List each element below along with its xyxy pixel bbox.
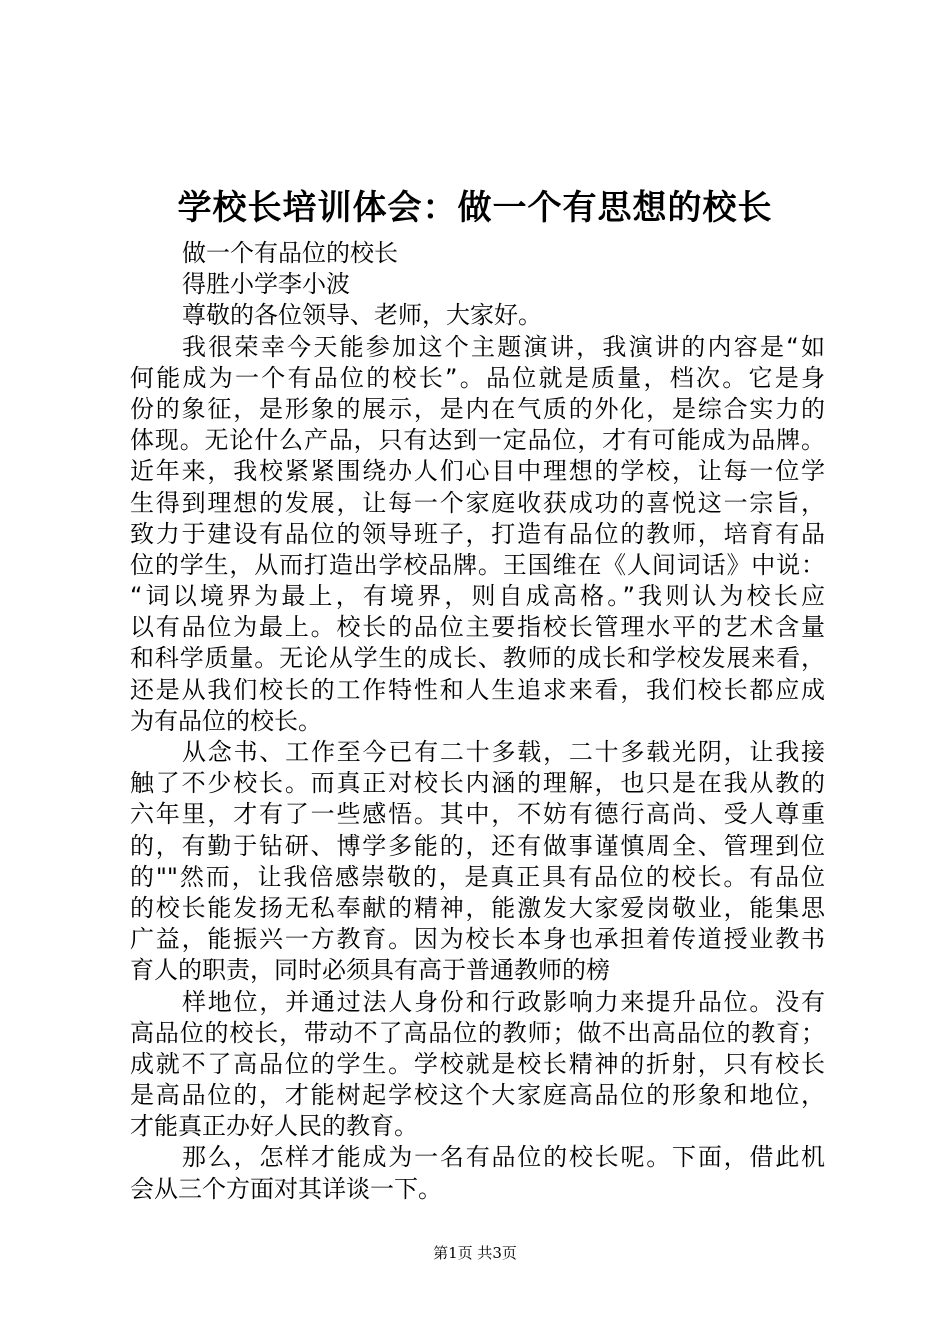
body-line: 从念书、工作至今已有二十多载，二十多载光阴，让我接 <box>182 738 825 766</box>
body-line: 得胜小学李小波 <box>182 270 350 299</box>
document-title: 学校长培训体会：做一个有思想的校长 <box>177 188 773 228</box>
body-line: 广益，能振兴一方教育。因为校长本身也承担着传道授业教书 <box>130 925 825 954</box>
body-line: 高品位的校长，带动不了高品位的教师；做不出高品位的教育； <box>130 1018 825 1047</box>
body-line: 致力于建设有品位的领导班子，打造有品位的教师，培育有品 <box>130 519 825 548</box>
body-line: 是高品位的，才能树起学校这个大家庭高品位的形象和地位， <box>130 1081 825 1110</box>
body-line: 触了不少校长。而真正对校长内涵的理解，也只是在我从教的 <box>130 769 825 798</box>
body-line: 尊敬的各位领导、老师，大家好。 <box>182 301 542 330</box>
page-footer: 第1页 共3页 <box>433 1244 517 1262</box>
body-line: 那么，怎样才能成为一名有品位的校长呢。下面，借此机 <box>182 1143 825 1172</box>
body-line: 和科学质量。无论从学生的成长、教师的成长和学校发展来看， <box>130 644 825 673</box>
body-line: 近年来，我校紧紧围绕办人们心目中理想的学校，让每一位学 <box>130 457 825 486</box>
body-line: “词以境界为最上，有境界，则自成高格。”我则认为校长应 <box>130 582 825 611</box>
body-line: 为有品位的校长。 <box>130 706 322 735</box>
body-line: 何能成为一个有品位的校长”。品位就是质量，档次。它是身 <box>130 363 825 392</box>
document-body <box>130 238 825 1205</box>
body-line: 还是从我们校长的工作特性和人生追求来看，我们校长都应成 <box>130 675 825 704</box>
body-line: 生得到理想的发展，让每一个家庭收获成功的喜悦这一宗旨， <box>130 488 825 517</box>
body-line: 六年里，才有了一些感悟。其中，不妨有德行高尚、受人尊重 <box>130 800 825 829</box>
body-line: 以有品位为最上。校长的品位主要指校长管理水平的艺术含量 <box>130 613 825 642</box>
body-line: 份的象征，是形象的展示，是内在气质的外化，是综合实力的 <box>130 394 825 423</box>
body-line: 样地位，并通过法人身份和行政影响力来提升品位。没有 <box>182 987 825 1016</box>
body-line: 体现。无论什么产品，只有达到一定品位，才有可能成为品牌。 <box>130 426 825 455</box>
body-line: 做一个有品位的校长 <box>182 239 398 267</box>
body-line: 成就不了高品位的学生。学校就是校长精神的折射，只有校长 <box>130 1049 825 1078</box>
body-line: 位的学生，从而打造出学校品牌。王国维在《人间词话》中说： <box>130 550 825 579</box>
body-line: 我很荣幸今天能参加这个主题演讲，我演讲的内容是“如 <box>182 332 825 361</box>
body-line: 的""然而，让我倍感崇敬的，是真正具有品位的校长。有品位 <box>130 862 825 891</box>
body-line: 会从三个方面对其详谈一下。 <box>130 1174 442 1203</box>
body-line: 才能真正办好人民的教育。 <box>130 1112 418 1141</box>
body-line: 育人的职责，同时必须具有高于普通教师的榜 <box>130 956 610 985</box>
body-line: 的，有勤于钻研、博学多能的，还有做事谨慎周全、管理到位 <box>130 831 825 860</box>
body-line: 的校长能发扬无私奉献的精神，能激发大家爱岗敬业，能集思 <box>130 893 825 922</box>
